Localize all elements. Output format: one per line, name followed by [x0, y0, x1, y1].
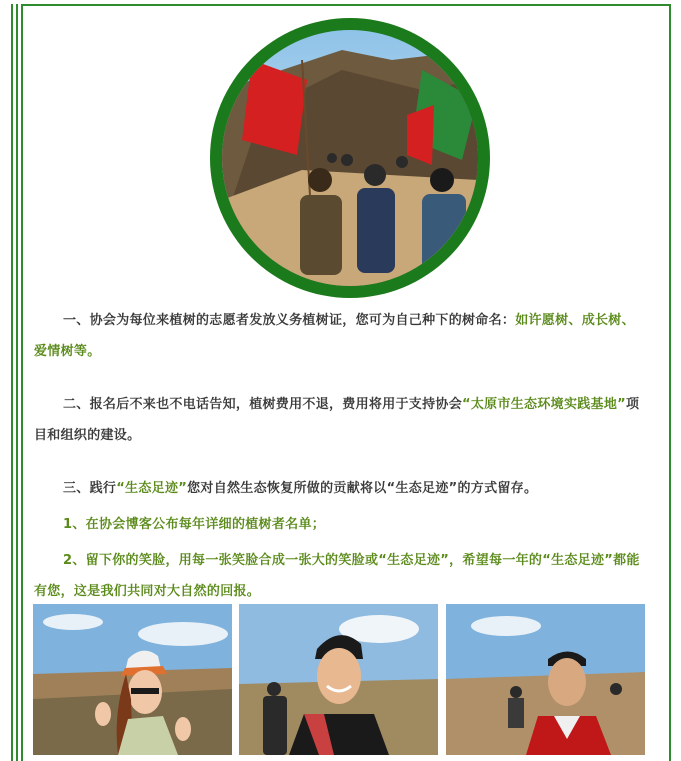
- frame-line-outer: [11, 4, 13, 761]
- photo-volunteer-young-man: [239, 604, 438, 755]
- photo-volunteer-elder: [446, 604, 645, 755]
- paragraph-text: 项目和组织的建设。: [34, 397, 640, 443]
- paragraph-text: 三、践行: [63, 481, 117, 496]
- hero-photo-circle: [210, 18, 490, 298]
- paragraph-text: 一、协会为每位来植树的志愿者发放义务植树证，您可为自己种下的树命名：: [63, 313, 516, 328]
- paragraph-certificate: [34, 305, 646, 367]
- frame-line-middle: [16, 4, 18, 761]
- paragraph-smile: 2、留下你的笑脸，用每一张笑脸合成一张大的笑脸或“生态足迹”，希望每一年的“生态足迹”都能有您，这是我们共同对大自然的回报。: [34, 553, 640, 599]
- paragraph-text: 您对自然生态恢复所做的贡献将以“生态足迹”的方式留存。: [187, 481, 538, 496]
- highlight-text: “生态足迹”: [116, 481, 188, 496]
- photo-strip: [33, 604, 645, 755]
- frame-top-border: [23, 4, 671, 6]
- paragraph-planter-list: 1、在协会博客公布每年详细的植树者名单；: [63, 517, 326, 532]
- frame-line-inner: [21, 4, 23, 761]
- rules-text-block: [34, 305, 646, 607]
- highlight-text: 如许愿树、成长树、爱情树等。: [34, 313, 635, 359]
- hero-photo: [222, 30, 478, 286]
- frame-right-border: [669, 4, 671, 761]
- paragraph-eco-footprint: [34, 473, 646, 504]
- paragraph-refund: [34, 389, 646, 451]
- photo-volunteer-woman: [33, 604, 232, 755]
- highlight-text: “太原市生态环境实践基地”: [462, 397, 627, 412]
- paragraph-text: 二、报名后不来也不电话告知，植树费用不退，费用将用于支持协会: [63, 397, 463, 412]
